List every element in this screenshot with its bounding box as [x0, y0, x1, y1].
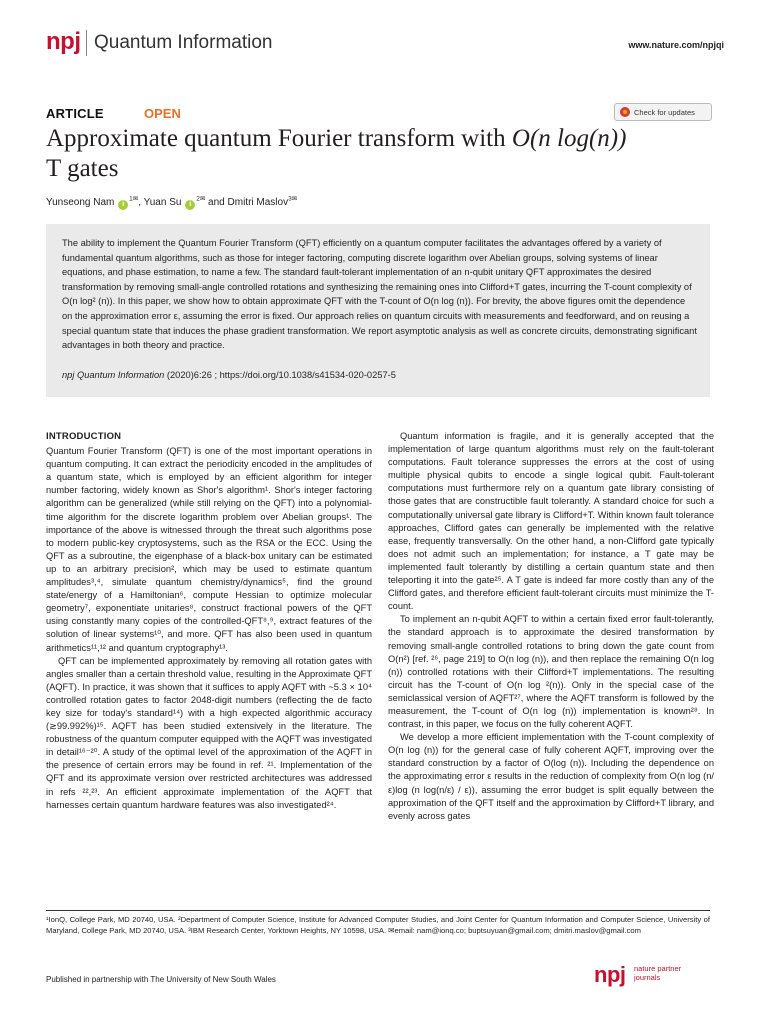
author-link[interactable]: and Dmitri Maslov [205, 197, 289, 208]
check-for-updates-button[interactable] [614, 103, 712, 121]
citation-line [62, 370, 396, 380]
body-paragraph: QFT can be implemented approximately by removing all rotation gates with angles smaller than a certain threshold value, resulting in the Approximate QFT (AQFT). In practice, it was shown that it suffices to apply AQFT with ~5.3 × 10⁴ controlled rotation gates to factor 2048-digit numbers (reflecting the de facto key size for today's standard¹⁴) with a high expected algorithmic accuracy (≳99.992%)¹⁵. AQFT has been studied extensively in the literature. The robustness of the quantum computer equipped with the AQFT was investigated in detail¹⁶⁻²⁰. A study of the optimal level of the approximation of the AQFT in the presence of certain errors may be found in ref. ²¹. Implementation of the QFT and its approximate version over restricted architectures was addressed in refs ²²,²³. An efficient approximate implementation of the AQFT that harnesses certain quantum hardware features was also investigated²⁴. [46, 655, 372, 810]
author-affiliation-sup[interactable]: 1✉ [129, 195, 139, 203]
author-link[interactable]: Yunseong Nam [46, 197, 115, 208]
check-for-updates-label: Check for updates [634, 107, 695, 117]
footer-npj-logo: npj [594, 962, 626, 987]
body-paragraph: We develop a more efficient implementation with the T-count complexity of O(n log (n)) for the general case of fully coherent AQFT, improving over the standard construction by a factor of O(log (n)). Including the dependence on the approximating error ε results in the reduction of complexity from O(n log (n/ε)log (n log(n/ε) / ε)), assuming the error budget is split equally between the approximation of the QFT itself and the approximation by Clifford+T library, and evenly across gates [388, 732, 714, 821]
open-access-label: OPEN [144, 106, 181, 121]
title-text-part2: T gates [46, 155, 119, 182]
title-text-part1: Approximate quantum Fourier transform with [46, 125, 512, 152]
footer-logo-line2: journals [634, 972, 661, 982]
title-math: O(n log(n)) [511, 125, 627, 152]
orcid-icon[interactable]: i [185, 200, 195, 210]
npj-logo[interactable]: npj [46, 28, 81, 55]
journal-name[interactable]: Quantum Information [94, 32, 273, 53]
section-heading: INTRODUCTION [46, 431, 122, 442]
footer-logo-line1: nature partner [634, 964, 682, 973]
logo-divider [86, 30, 87, 56]
abstract-text: The ability to implement the Quantum Fourier Transform (QFT) efficiently on a quantum computer facilitates the advantages offered by a variety of fundamental quantum algorithms, such as those for integer factoring, computing discrete logarithm over Abelian groups, solving systems of linear equations, and phase estimation, to name a few. The standard fault-tolerant implementation of an n-qubit unitary QFT approximates the desired transformation by removing small-angle controlled rotations and synthesizing the remaining ones into Clifford+T gates, incurring the T-count complexity of O(n log² (n)). In this paper, we show how to obtain approximate QFT with the T-count of O(n log (n)). For brevity, the above figures omit the dependence on the approximation error ε, assuming the error is fixed. Our approach relies on quantum circuits with measurements and feedforward, and on reusing a special quantum state that induces the phase gradient transformation. We report asymptotic analysis as well as concrete circuits, demonstrating significant advantages in both theory and practice. [62, 238, 697, 351]
partnership-note: Published in partnership with The University of New South Wales [46, 975, 276, 984]
affiliations: ¹IonQ, College Park, MD 20740, USA. ²Department of Computer Science, Institute for Advanced Computer Studies, and Joint Center for Quantum Information and Computer Science, University of Maryland, College Park, MD 20740, USA. ³IBM Research Center, Yorktown Heights, NY 10598, USA. ✉email: nam@ionq.co; buptsuyuan@gmail.com; dmitri.maslov@gmail.com [46, 915, 710, 935]
footnote-divider [46, 910, 710, 911]
article-type-label: ARTICLE [46, 106, 104, 121]
citation-journal: npj Quantum Information [62, 370, 165, 380]
crossmark-icon [620, 107, 630, 117]
article-title [46, 124, 736, 184]
abstract-panel [46, 224, 710, 397]
body-paragraph: To implement an n-qubit AQFT to within a certain fixed error fault-tolerantly, the standard approach is to approximate the desired transformation by removing small-angle controlled rotations to bring down the gate count from O(n²) [ref. ²⁶, page 219] to O(n log (n)), and then replace the remaining O(n log (n)) controlled rotations with their Clifford+T implementations. The resulting circuit has the T-count of O(n log ²(n)). Only in the special case of the semiclassical version of AQFT²⁷, where the AQFT transform is followed by the measurement, the T-count of O(n log (n)) implementation is known²⁸. In contrast, in this paper, we focus on the fully coherent AQFT. [388, 614, 714, 730]
body-column-right [388, 430, 714, 823]
author-link[interactable]: , Yuan Su [138, 197, 182, 208]
body-column-left [46, 430, 372, 812]
journal-header [46, 26, 724, 60]
site-url-link[interactable]: www.nature.com/npjqi [628, 40, 724, 50]
body-paragraph: Quantum Fourier Transform (QFT) is one of the most important operations in quantum computing. It can extract the periodicity encoded in the amplitudes of a quantum state, which is employed by an efficient algorithm for integer number factoring, widely known as Shor's algorithm¹. Shor's integer factoring algorithm can be generalized (while still relying on the QFT) into a polynomial-time algorithm for the discrete logarithm problem over Abelian groups¹. The importance of the above is witnessed through the threat such algorithms pose to modern public-key cryptosystems, such as the RSA or the ECC. Using the QFT as a subroutine, the eigenphase of a black-box unitary can be estimated up to an arbitrary precision², which may be used to estimate quantum amplitudes³,⁴, simulate quantum chemistry/dynamics⁵, find the ground state/energy of a Hamiltonian⁶, compute Hessian to optimize molecular geometry⁷, exponentiate unitaries⁸, construct fractional powers of the QFT using constantly many copies of the controlled-QFT⁸,⁹, extract features of the solution of linear systems¹⁰, and more. QFT has also been used in quantum arithmetics¹¹,¹² and quantum cryptography¹³. [46, 446, 372, 653]
body-paragraph: Quantum information is fragile, and it is generally accepted that the implementation of large quantum algorithms must rely on the fault-tolerant computations. Fault tolerance suppresses the errors at the cost of using multiple physical qubits to encode a single logical qubit. Fault-tolerant computations must furthermore rely on a quantum gate library consisting of those gates that are constructible fault tolerantly. A standard choice for such a computationally universal gate library is Clifford+T. Within known fault tolerance approaches, Clifford gates can generally be implemented with the relative ease, frequently transversally. On the other hand, a non-Clifford gate typically does not admit such an implementation; for instance, a T gate may be implemented fault tolerantly by distilling a certain quantum state and then teleporting it into the gate²⁵. A T gate is indeed far more costly than any of the Clifford gates, and therefore efficient fault-tolerant circuits must minimize the T-count. [388, 431, 714, 612]
orcid-icon[interactable]: i [118, 200, 128, 210]
footer-logo-text [634, 965, 681, 982]
citation-doi-link[interactable]: (2020)6:26 ; https://doi.org/10.1038/s41534-020-0257-5 [164, 370, 396, 380]
npj-partner-logo [594, 962, 714, 994]
author-affiliation-sup[interactable]: 2✉ [196, 195, 206, 203]
author-list [46, 197, 297, 210]
author-affiliation-sup[interactable]: 3✉ [288, 195, 298, 203]
